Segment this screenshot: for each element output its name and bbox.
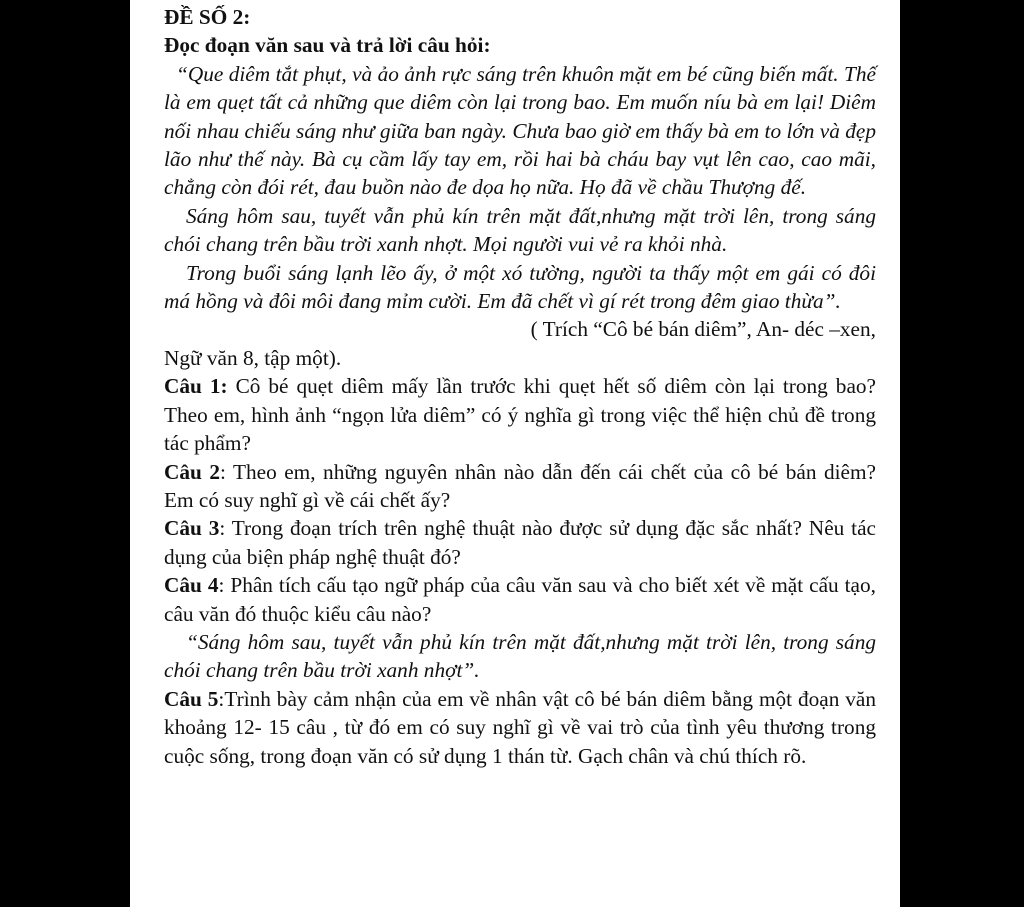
question-5 bbox=[164, 685, 876, 770]
question-1-text: Cô bé quẹt diêm mấy lần trước khi quẹt hết số diêm còn lại trong bao? Theo em, hình ảnh “ngọn lửa diêm” có ý nghĩa gì trong việc thể hiện chủ đề trong tác phẩm? bbox=[164, 374, 877, 456]
question-4-label: Câu 4 bbox=[164, 573, 219, 598]
question-2-text: : Theo em, những nguyên nhân nào dẫn đến cái chết của cô bé bán diêm? Em có suy nghĩ gì về cái chết ấy? bbox=[164, 459, 876, 512]
reading-instruction: Đọc đoạn văn sau và trả lời câu hỏi: bbox=[164, 33, 491, 58]
question-3 bbox=[164, 514, 876, 571]
passage-paragraph-2: Sáng hôm sau, tuyết vẫn phủ kín trên mặt đất,nhưng mặt trời lên, trong sáng chói chang trên bầu trời xanh nhợt. Mọi người vui vẻ ra khỏi nhà. bbox=[164, 203, 876, 257]
question-4-text: : Phân tích cấu tạo ngữ pháp của câu văn sau và cho biết xét về mặt cấu tạo, câu văn đó thuộc kiểu câu nào? bbox=[164, 573, 876, 626]
source-citation-line-2: Ngữ văn 8, tập một). bbox=[164, 345, 342, 370]
question-2-label: Câu 2 bbox=[164, 459, 220, 484]
question-3-text: : Trong đoạn trích trên nghệ thuật nào được sử dụng đặc sắc nhất? Nêu tác dụng của biện pháp nghệ thuật đó? bbox=[164, 516, 876, 569]
passage-paragraph-1: “Que diêm tắt phụt, và ảo ảnh rực sáng trên khuôn mặt em bé cũng biến mất. Thế là em quẹt tất cả những que diêm còn lại trong bao. Em muốn níu bà em lại! Diêm nối nhau chiếu sáng như giữa ban ngày. Chưa bao giờ em thấy bà em to lớn và đẹp lão như thế này. Bà cụ cầm lấy tay em, rồi hai bà cháu bay vụt lên cao, cao mãi, chẳng còn đói rét, đau buồn nào đe dọa họ nữa. Họ đã về chầu Thượng đế. bbox=[164, 61, 876, 200]
source-citation-line-1: ( Trích “Cô bé bán diêm”, An- déc –xen, bbox=[530, 317, 876, 342]
passage-paragraph-3: Trong buổi sáng lạnh lẽo ấy, ở một xó tường, người ta thấy một em gái có đôi má hồng và đôi môi đang mỉm cười. Em đã chết vì gí rét trong đêm giao thừa”. bbox=[164, 260, 876, 314]
document-content bbox=[164, 3, 876, 770]
question-4-quote: “Sáng hôm sau, tuyết vẫn phủ kín trên mặt đất,nhưng mặt trời lên, trong sáng chói chang trên bầu trời xanh nhợt”. bbox=[164, 629, 876, 683]
question-1-label: Câu 1: bbox=[164, 374, 228, 399]
question-4 bbox=[164, 571, 876, 628]
question-1 bbox=[164, 372, 876, 457]
document-page bbox=[130, 0, 900, 907]
question-3-label: Câu 3 bbox=[164, 516, 220, 541]
question-5-text: :Trình bày cảm nhận của em về nhân vật cô bé bán diêm bằng một đoạn văn khoảng 12- 15 câu , từ đó em có suy nghĩ gì về vai trò của tình yêu thương trong cuộc sống, trong đoạn văn có sử dụng 1 thán từ. Gạch chân và chú thích rõ. bbox=[164, 686, 876, 768]
exam-title: ĐỀ SỐ 2: bbox=[164, 5, 251, 29]
question-2 bbox=[164, 458, 876, 515]
question-5-label: Câu 5 bbox=[164, 686, 219, 711]
